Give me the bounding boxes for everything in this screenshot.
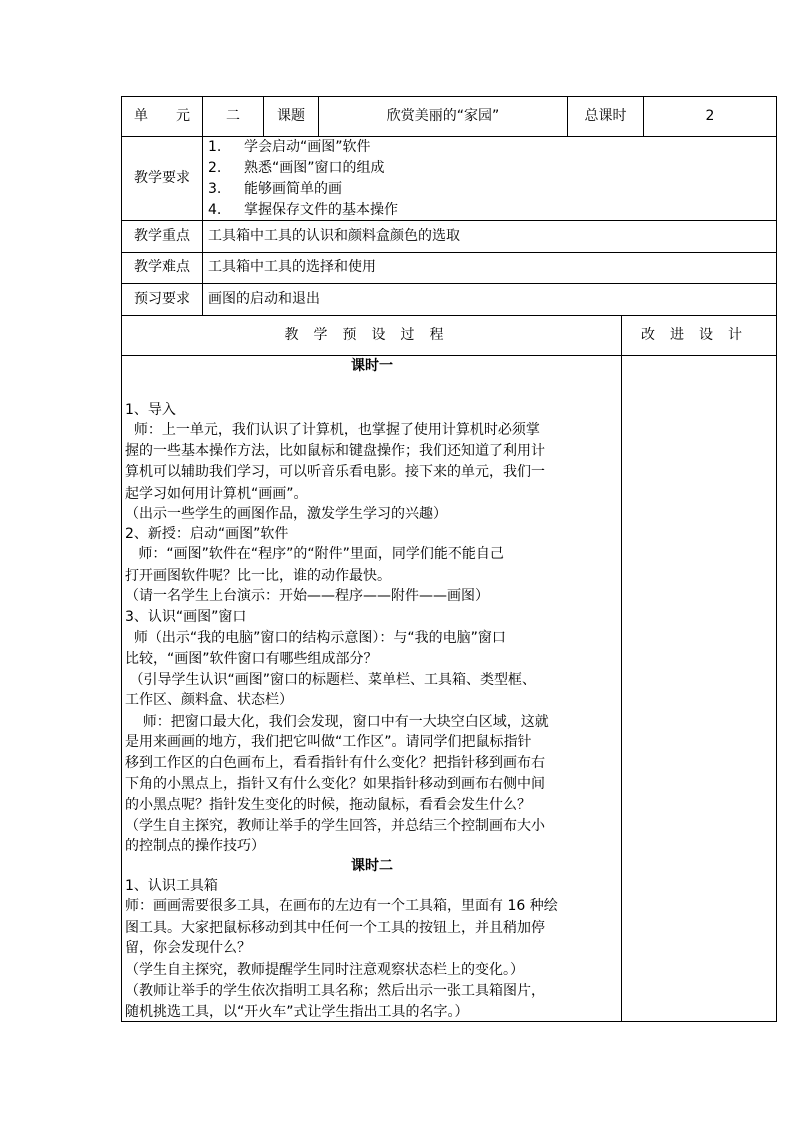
process-header: 教学预设过程 — [284, 327, 459, 343]
unit-value: 二 — [226, 108, 240, 124]
preview-text: 画图的启动和退出 — [208, 291, 320, 307]
col-divider — [621, 315, 622, 1022]
text-line: 师：把窗口最大化，我们会发现，窗口中有一大块空白区域，这就 — [125, 714, 549, 730]
text-line: 是用来画画的地方，我们把它叫做“工作区”。请同学们把鼠标指针 — [125, 734, 532, 750]
text-line: 下角的小黑点上，指针又有什么变化？如果指针移动到画布右侧中间 — [125, 776, 545, 792]
topic-label: 课题 — [277, 108, 305, 124]
text-line: 的小黑点呢？指针发生变化的时候，拖动鼠标，看看会发生什么？ — [125, 797, 531, 813]
text-line: 师：“画图”软件在“程序”的“附件”里面，同学们能不能自己 — [125, 546, 504, 562]
row-divider — [121, 220, 777, 221]
text-line: （教师让举手的学生依次指明工具名称；然后出示一张工具箱图片， — [125, 983, 545, 999]
text-line: 1、导入 — [125, 402, 176, 418]
text-line: 的控制点的操作技巧） — [125, 838, 265, 854]
table-border-top — [121, 96, 777, 97]
text-line: 留，你会发现什么？ — [125, 940, 251, 956]
text-line: 图工具。大家把鼠标移动到其中任何一个工具的按钮上，并且稍加停 — [125, 920, 545, 936]
total-hours-value: 2 — [705, 108, 715, 124]
requirements-label: 教学要求 — [134, 170, 190, 186]
text-line: 2、新授：启动“画图”软件 — [125, 526, 289, 542]
topic-value: 欣赏美丽的“家园” — [386, 108, 500, 124]
text-line: 师（出示“我的电脑”窗口的结构示意图）：与“我的电脑”窗口 — [125, 630, 506, 646]
total-hours-label: 总课时 — [584, 108, 627, 124]
text-line: （学生自主探究，教师提醒学生同时注意观察状态栏上的变化。） — [125, 962, 524, 978]
text-line: 打开画图软件呢？比一比，谁的动作最快。 — [125, 568, 391, 584]
text-line: 比较，“画图”软件窗口有哪些组成部分？ — [125, 651, 378, 667]
text-line: （请一名学生上台演示：开始——程序——附件——画图） — [125, 588, 489, 604]
text-line: 移到工作区的白色画布上，看看指针有什么变化？把指针移到画布右 — [125, 755, 545, 771]
row-divider — [121, 283, 777, 284]
requirement-item: 4. 掌握保存文件的基本操作 — [208, 202, 398, 218]
unit-label: 单 元 — [134, 108, 190, 124]
difficulties-label: 教学难点 — [134, 259, 190, 275]
preview-label: 预习要求 — [134, 291, 190, 307]
text-line: （学生自主探究，教师让举手的学生回答，并总结三个控制画布大小 — [125, 818, 545, 834]
text-line: 工作区、颜料盒、状态栏） — [125, 692, 293, 708]
requirement-item: 1. 学会启动“画图”软件 — [208, 139, 371, 155]
key-points-label: 教学重点 — [134, 228, 190, 244]
text-line: 3、认识“画图”窗口 — [125, 609, 247, 625]
text-line: 师：上一单元，我们认识了计算机，也掌握了使用计算机时必须掌 — [125, 422, 540, 438]
lesson1-title: 课时一 — [351, 358, 393, 374]
text-line: 算机可以辅助我们学习，可以听音乐看电影。接下来的单元，我们一 — [125, 464, 545, 480]
row-divider — [121, 315, 777, 316]
lesson2-title: 课时二 — [351, 858, 393, 874]
text-line: 1、认识工具箱 — [125, 878, 218, 894]
text-line: （出示一些学生的画图作品，激发学生学习的兴趣） — [125, 506, 447, 522]
text-line: 起学习如何用计算机“画画”。 — [125, 486, 308, 502]
key-points-text: 工具箱中工具的认识和颜料盒颜色的选取 — [208, 228, 460, 244]
text-line: 师：画画需要很多工具，在画布的左边有一个工具箱，里面有 16 种绘 — [125, 898, 558, 914]
difficulties-text: 工具箱中工具的选择和使用 — [208, 259, 376, 275]
table-border-right — [776, 96, 777, 1022]
improve-header: 改进设计 — [641, 327, 757, 343]
col-divider — [202, 96, 203, 315]
requirement-item: 3. 能够画简单的画 — [208, 181, 342, 197]
requirement-item: 2. 熟悉“画图”窗口的组成 — [208, 160, 385, 176]
text-line: 随机挑选工具，以“开火车”式让学生指出工具的名字。） — [125, 1004, 469, 1020]
text-line: （引导学生认识“画图”窗口的标题栏、菜单栏、工具箱、类型框、 — [125, 672, 536, 688]
row-divider — [121, 252, 777, 253]
text-line: 握的一些基本操作方法，比如鼠标和键盘操作；我们还知道了利用计 — [125, 443, 545, 459]
